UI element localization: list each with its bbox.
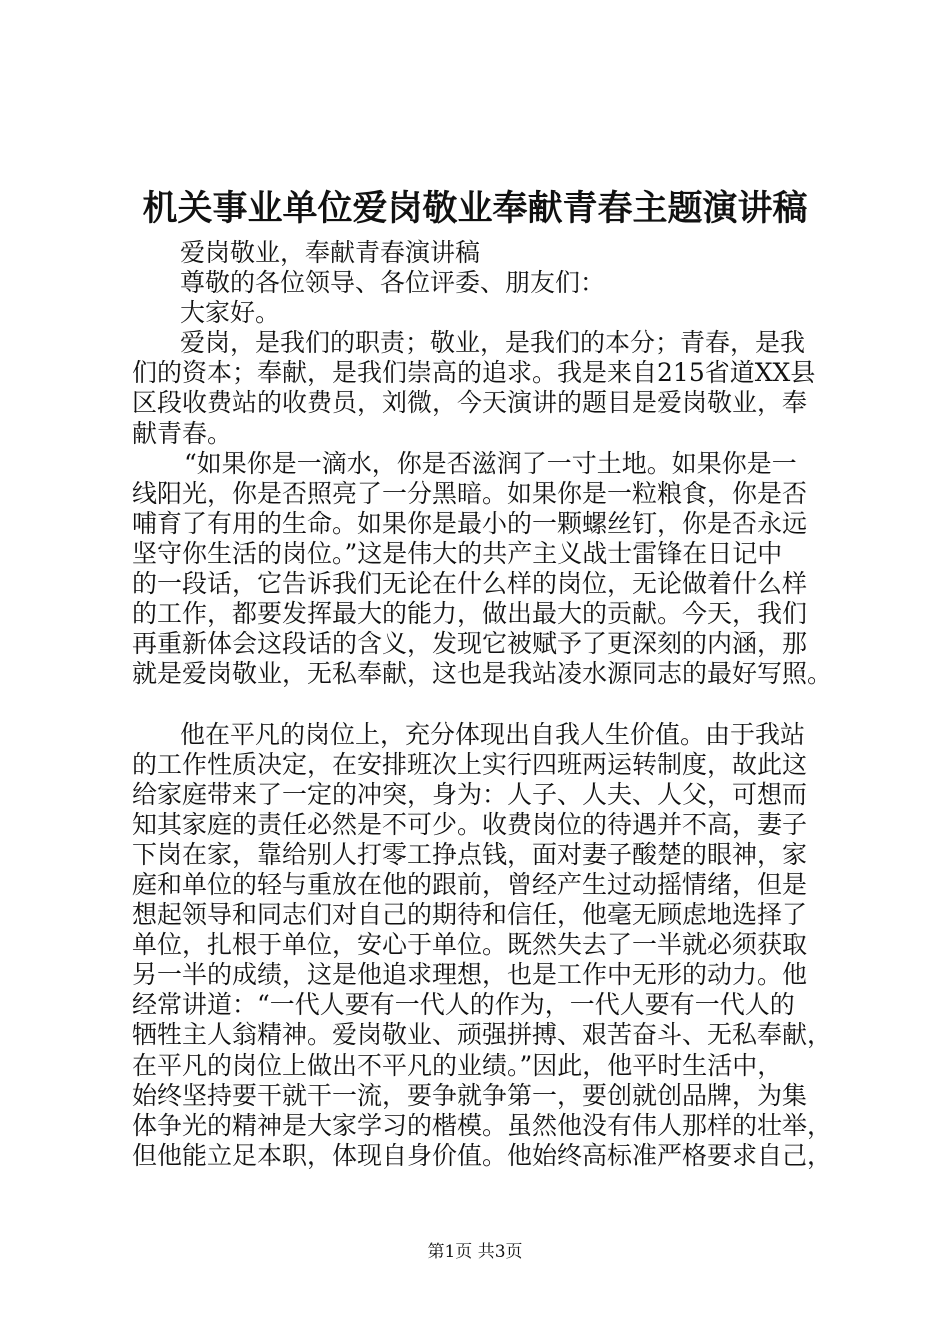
paragraph-line: 就是爱岗敬业，无私奉献，这也是我站凌水源同志的最好写照。 xyxy=(132,659,833,689)
paragraph-line: 坚守你生活的岗位。”这是伟大的共产主义战士雷锋在日记中 xyxy=(132,538,783,568)
subtitle-line: 爱岗敬业，奉献青春演讲稿 xyxy=(180,238,481,267)
paragraph-line: 献青春。 xyxy=(132,418,233,448)
paragraph-line: 的一段话，它告诉我们无论在什么样的岗位，无论做着什么样 xyxy=(132,569,808,599)
greeting-line: 大家好。 xyxy=(180,298,281,328)
paragraph-line: 区段收费站的收费员，刘微，今天演讲的题目是爱岗敬业，奉 xyxy=(132,388,808,418)
document-title: 机关事业单位爱岗敬业奉献青春主题演讲稿 xyxy=(142,188,808,229)
paragraph-line: 单位，扎根于单位，安心于单位。既然失去了一半就必须获取 xyxy=(132,930,808,960)
paragraph-line: 他在平凡的岗位上，充分体现出自我人生价值。由于我站 xyxy=(180,719,806,749)
paragraph-spacer xyxy=(132,689,852,719)
paragraph-line: 在平凡的岗位上做出不平凡的业绩。”因此，他平时生活中， xyxy=(132,1050,783,1080)
paragraph-line: 们的资本；奉献，是我们崇高的追求。我是来自215省道XX县 xyxy=(132,358,816,388)
paragraph-line: 线阳光，你是否照亮了一分黑暗。如果你是一粒粮食，你是否 xyxy=(132,478,808,508)
paragraph-line: 庭和单位的轻与重放在他的跟前，曾经产生过动摇情绪，但是 xyxy=(132,869,808,899)
paragraph-line: 体争光的精神是大家学习的楷模。虽然他没有伟人那样的壮举， xyxy=(132,1110,833,1140)
paragraph-line: 知其家庭的责任必然是不可少。收费岗位的待遇并不高，妻子 xyxy=(132,809,808,839)
paragraph-line: “如果你是一滴水，你是否滋润了一寸土地。如果你是一 xyxy=(184,448,797,478)
paragraph-line: 但他能立足本职，体现自身价值。他始终高标准严格要求自己， xyxy=(132,1140,833,1170)
page-footer: 第1页 共3页 xyxy=(427,1242,523,1262)
paragraph-line: 再重新体会这段话的含义，发现它被赋予了更深刻的内涵，那 xyxy=(132,629,808,659)
paragraph-line: 的工作，都要发挥最大的能力，做出最大的贡献。今天，我们 xyxy=(132,599,808,629)
document-body xyxy=(132,238,852,1171)
paragraph-line: 经常讲道：“一代人要有一代人的作为，一代人要有一代人的 xyxy=(132,990,795,1020)
salutation-line: 尊敬的各位领导、各位评委、朋友们： xyxy=(180,268,606,298)
paragraph-line: 爱岗，是我们的职责；敬业，是我们的本分；青春，是我 xyxy=(180,328,806,358)
paragraph-line: 的工作性质决定，在安排班次上实行四班两运转制度，故此这 xyxy=(132,749,808,779)
paragraph-line: 另一半的成绩，这是他追求理想，也是工作中无形的动力。他 xyxy=(132,960,808,990)
paragraph-line: 给家庭带来了一定的冲突，身为：人子、人夫、人父，可想而 xyxy=(132,779,808,809)
paragraph-line: 想起领导和同志们对自己的期待和信任，他毫无顾虑地选择了 xyxy=(132,900,808,930)
paragraph-line: 下岗在家，靠给别人打零工挣点钱，面对妻子酸楚的眼神，家 xyxy=(132,839,808,869)
paragraph-line: 哺育了有用的生命。如果你是最小的一颗螺丝钉，你是否永远 xyxy=(132,508,808,538)
paragraph-line: 始终坚持要干就干一流，要争就争第一，要创就创品牌，为集 xyxy=(132,1080,808,1110)
paragraph-line: 牺牲主人翁精神。爱岗敬业、顽强拼搏、艰苦奋斗、无私奉献， xyxy=(132,1020,833,1050)
